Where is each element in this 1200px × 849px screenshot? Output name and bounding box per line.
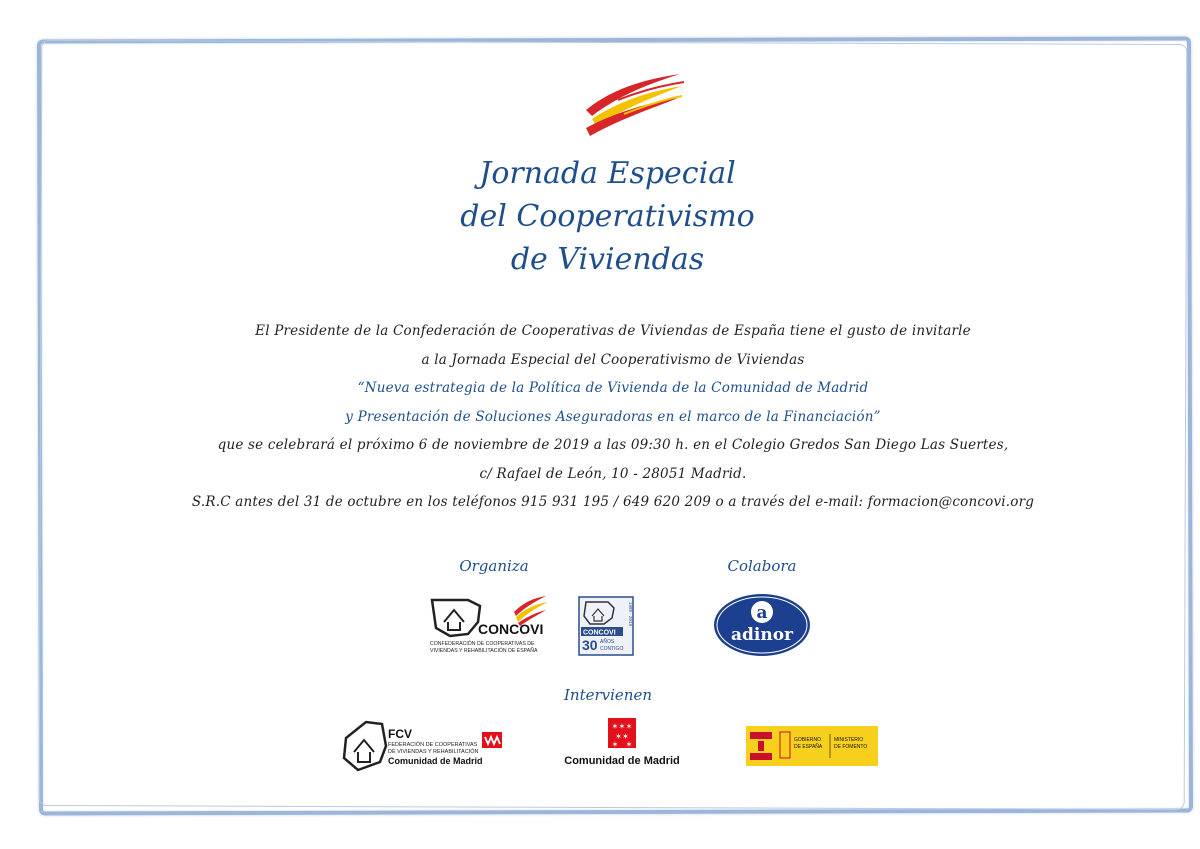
invitation-line-2: a la Jornada Especial del Cooperativismo de Viviendas bbox=[421, 351, 805, 368]
event-title bbox=[300, 152, 915, 281]
concovi30-name: CONCOVI bbox=[583, 629, 616, 637]
spain-flag-brush-logo bbox=[578, 70, 688, 140]
fcv-sub-1: FEDERACIÓN DE COOPERATIVAS bbox=[388, 742, 478, 748]
ministerio-min-1: MINISTERIO bbox=[834, 737, 864, 743]
fcv-region: Comunidad de Madrid bbox=[388, 756, 483, 766]
cmadrid-name: Comunidad de Madrid bbox=[564, 755, 680, 767]
invitation-line-1: El Presidente de la Confederación de Cooperativas de Viviendas de España tiene el gusto de invitarle bbox=[255, 323, 971, 339]
title-line-1: Jornada Especial bbox=[479, 156, 736, 191]
fcv-name: FCV bbox=[388, 727, 412, 741]
colabora-label: Colabora bbox=[727, 557, 797, 575]
fcv-logo bbox=[340, 718, 506, 776]
title-line-2: del Cooperativismo bbox=[460, 199, 755, 234]
concovi-30-anos-logo bbox=[578, 596, 634, 656]
adinor-logo bbox=[712, 592, 812, 658]
ministerio-gov-1: GOBIERNO bbox=[794, 737, 821, 743]
svg-text:✶: ✶ bbox=[625, 740, 633, 749]
event-subtitle-line-2: y Presentación de Soluciones Aseguradoras en el marco de la Financiación” bbox=[345, 408, 881, 425]
svg-text:✶: ✶ bbox=[625, 722, 633, 731]
intervienen-label: Intervienen bbox=[563, 686, 652, 704]
svg-text:✶: ✶ bbox=[622, 732, 629, 741]
adinor-mark: a bbox=[756, 603, 768, 623]
concovi-sub-1: CONFEDERACIÓN DE COOPERATIVAS DE bbox=[430, 641, 535, 647]
concovi30-contigo: CONTIGO bbox=[600, 646, 624, 652]
svg-text:✶: ✶ bbox=[615, 732, 622, 741]
ministerio-gov-2: DE ESPAÑA bbox=[794, 744, 823, 750]
concovi30-anos: AÑOS bbox=[600, 639, 615, 645]
comunidad-de-madrid-logo bbox=[555, 716, 690, 770]
adinor-name: adinor bbox=[730, 625, 794, 645]
concovi-sub-2: VIVIENDAS Y REHABILITACIÓN DE ESPAÑA bbox=[430, 648, 538, 654]
concovi-name: CONCOVI bbox=[478, 621, 544, 637]
ministerio-min-2: DE FOMENTO bbox=[834, 744, 868, 750]
rsvp-contact: S.R.C antes del 31 de octubre en los teléfonos 915 931 195 / 649 620 209 o a través del e-mail: formacion@concovi.org bbox=[191, 494, 1035, 510]
concovi30-years: 30 bbox=[582, 637, 598, 653]
organiza-label: Organiza bbox=[459, 557, 529, 575]
svg-text:✶: ✶ bbox=[611, 740, 619, 749]
event-date-venue: que se celebrará el próximo 6 de noviembre de 2019 a las 09:30 h. en el Colegio Gredos San Diego Las Suertes, bbox=[217, 437, 1009, 453]
svg-text:✶: ✶ bbox=[611, 722, 619, 731]
concovi30-range: 1989 · 2019 bbox=[628, 602, 633, 627]
event-address: c/ Rafael de León, 10 - 28051 Madrid. bbox=[479, 465, 747, 482]
invitation-text bbox=[120, 317, 1106, 517]
svg-text:✶: ✶ bbox=[618, 722, 626, 731]
ministerio-de-fomento-logo bbox=[746, 726, 878, 766]
concovi-logo bbox=[428, 592, 558, 656]
event-subtitle-line-1: “Nueva estrategia de la Política de Vivienda de la Comunidad de Madrid bbox=[357, 380, 869, 396]
title-line-3: de Viviendas bbox=[510, 242, 705, 277]
fcv-sub-2: DE VIVIENDAS Y REHABILITACIÓN bbox=[388, 749, 479, 755]
